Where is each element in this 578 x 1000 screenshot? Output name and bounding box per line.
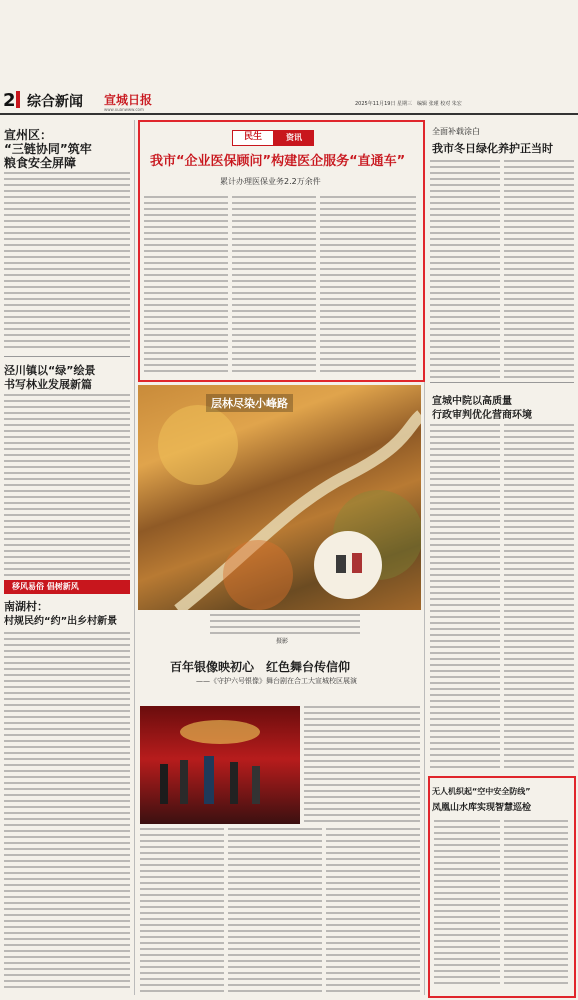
divider xyxy=(430,382,574,383)
article-body xyxy=(430,424,500,770)
article-body xyxy=(140,828,224,994)
article-title: 粮食安全屏障 xyxy=(4,156,77,170)
tag-left: 民生 xyxy=(232,130,274,146)
article-body xyxy=(228,828,322,994)
photo-caption xyxy=(210,614,360,634)
paper-logo: 宣城日报 xyxy=(104,93,153,107)
article-title: 泾川镇以“绿”绘景 xyxy=(4,364,96,377)
article-title: 南湖村： xyxy=(4,600,48,613)
photo-byline: 摄影 xyxy=(276,638,289,645)
feature-photo xyxy=(138,385,421,610)
masthead xyxy=(0,0,578,118)
article-body xyxy=(504,160,574,378)
news-tag xyxy=(232,130,324,144)
article-title: 村规民约“约”出乡村新景 xyxy=(4,616,118,627)
article-body xyxy=(504,820,568,988)
masthead-meta: 2025年11月19日 星期三 编辑 张瑾 校对 朱宏 xyxy=(355,101,462,107)
article-title: 宣州区： xyxy=(4,128,53,142)
photo-art xyxy=(138,385,421,610)
article-subtitle: ——《守护六号银像》舞台剧在合工大宣城校区展演 xyxy=(196,677,357,685)
stage-photo xyxy=(140,706,300,824)
tag-right: 资讯 xyxy=(274,130,314,146)
column-rule xyxy=(134,120,135,995)
article-title: 书写林业发展新篇 xyxy=(4,378,92,391)
section-title: 综合新闻 xyxy=(27,94,83,110)
article-title: 百年银像映初心 红色舞台传信仰 xyxy=(170,660,351,674)
rubric-label: 移风易俗 倡树新风 xyxy=(12,582,79,591)
main-headline: 我市“企业医保顾问”构建医企服务“直通车” xyxy=(150,154,406,169)
article-body xyxy=(320,196,416,372)
article-body xyxy=(434,820,500,988)
article-body xyxy=(144,196,228,372)
paper-url: www.xuanwww.com xyxy=(104,107,144,112)
article-title: 宣城中院以高质量 xyxy=(432,396,512,407)
article-title: 行政审判优化营商环境 xyxy=(432,410,532,421)
masthead-bar xyxy=(16,91,20,108)
article-title: 我市冬日绿化养护正当时 xyxy=(432,142,553,155)
article-kicker: 全面补载涂白 xyxy=(432,127,480,136)
article-body xyxy=(504,424,574,770)
article-title: “三链协同”筑牢 xyxy=(4,142,92,156)
main-subheadline: 累计办理医保业务2.2万余件 xyxy=(220,177,321,186)
article-body xyxy=(304,706,420,826)
article-title: 凤凰山水库实现智慧巡检 xyxy=(432,803,532,813)
section-rubric xyxy=(4,580,130,594)
article-body xyxy=(326,828,420,994)
divider xyxy=(4,356,130,357)
article-body xyxy=(4,172,130,352)
article-body xyxy=(430,160,500,378)
page-number: 2 xyxy=(3,90,16,111)
stage-art xyxy=(140,706,300,824)
article-body xyxy=(232,196,316,372)
article-title: 无人机织起“空中安全防线” xyxy=(432,787,531,796)
article-body xyxy=(4,394,130,576)
masthead-rule xyxy=(0,113,578,115)
photo-title: 层林尽染小峰路 xyxy=(206,394,293,412)
article-body xyxy=(4,632,130,992)
